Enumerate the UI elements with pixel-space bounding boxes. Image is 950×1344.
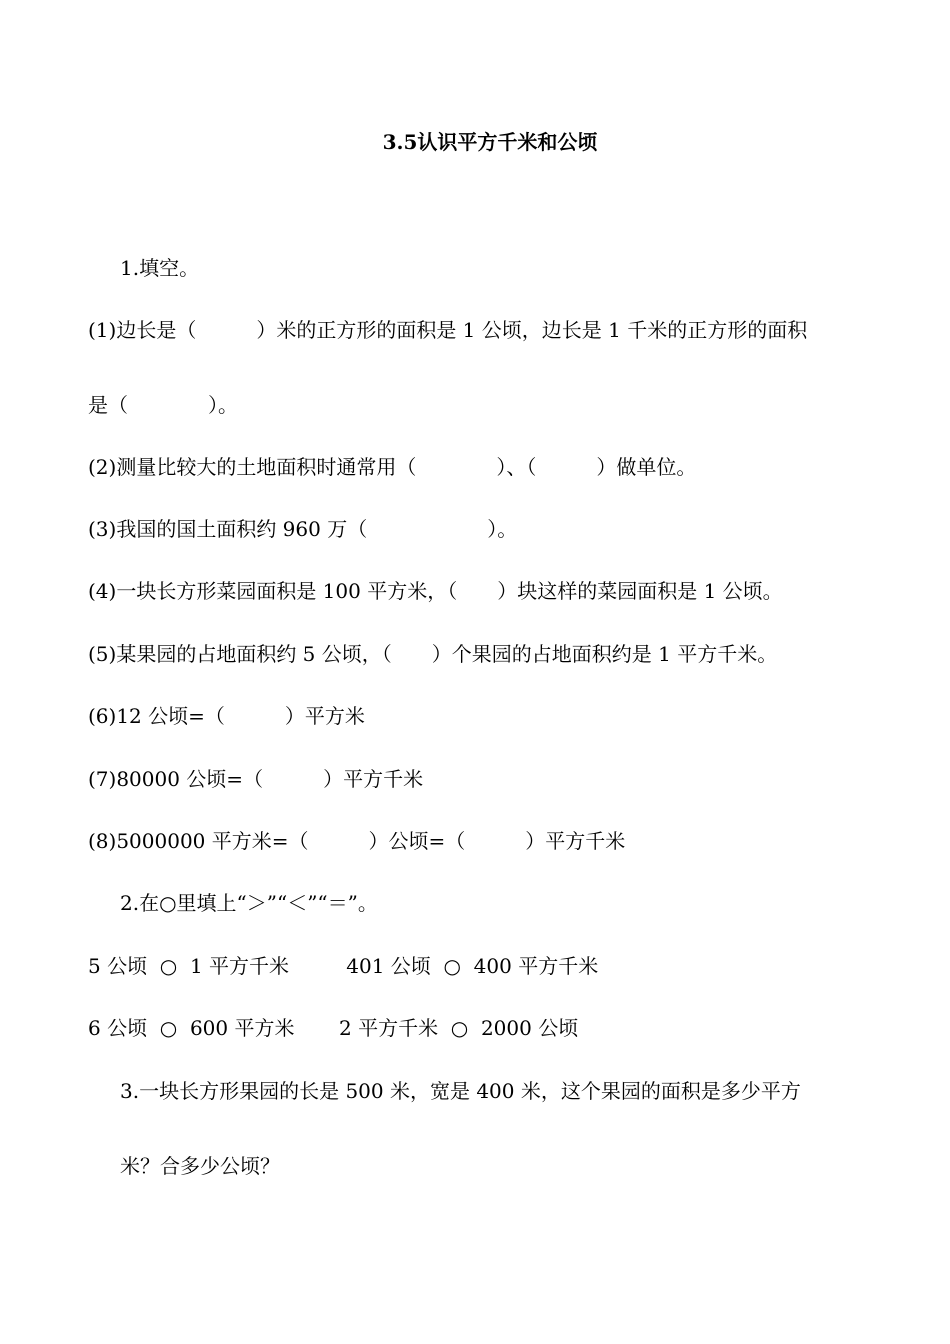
question-3-line-1: 3.一块长方形果园的长是 500 米，宽是 400 米，这个果园的面积是多少平方 xyxy=(120,1079,801,1103)
question-1-item-1a: (1)边长是（ ）米的正方形的面积是 1 公顷，边长是 1 千米的正方形的面积 xyxy=(88,318,808,342)
question-1-item-8: (8)5000000 平方米=（ ）公顷=（ ）平方千米 xyxy=(88,829,626,853)
question-1-item-7: (7)80000 公顷=（ ）平方千米 xyxy=(88,767,424,791)
question-1-item-4: (4)一块长方形菜园面积是 100 平方米，（ ）块这样的菜园面积是 1 公顷。 xyxy=(88,579,783,603)
question-1-item-2: (2)测量比较大的土地面积时通常用（ ）、（ ）做单位。 xyxy=(88,455,697,479)
question-2-row-1: 5 公顷 ○ 1 平方千米 401 公顷 ○ 400 平方千米 xyxy=(88,954,599,978)
question-2-row-2: 6 公顷 ○ 600 平方米 2 平方千米 ○ 2000 公顷 xyxy=(88,1016,579,1040)
question-1-item-3: (3)我国的国土面积约 960 万（ ）。 xyxy=(88,517,518,541)
page-title: 3.5认识平方千米和公顷 xyxy=(382,130,598,154)
question-2-heading: 2.在○里填上“＞”“＜”“＝”。 xyxy=(120,891,378,915)
question-1-item-1b: 是（ ）。 xyxy=(88,393,238,417)
question-1-item-6: (6)12 公顷=（ ）平方米 xyxy=(88,704,365,728)
question-1-item-5: (5)某果园的占地面积约 5 公顷，（ ）个果园的占地面积约是 1 平方千米。 xyxy=(88,642,778,666)
question-1-heading: 1.填空。 xyxy=(120,256,200,280)
question-3-line-2: 米？合多少公顷？ xyxy=(120,1154,280,1178)
